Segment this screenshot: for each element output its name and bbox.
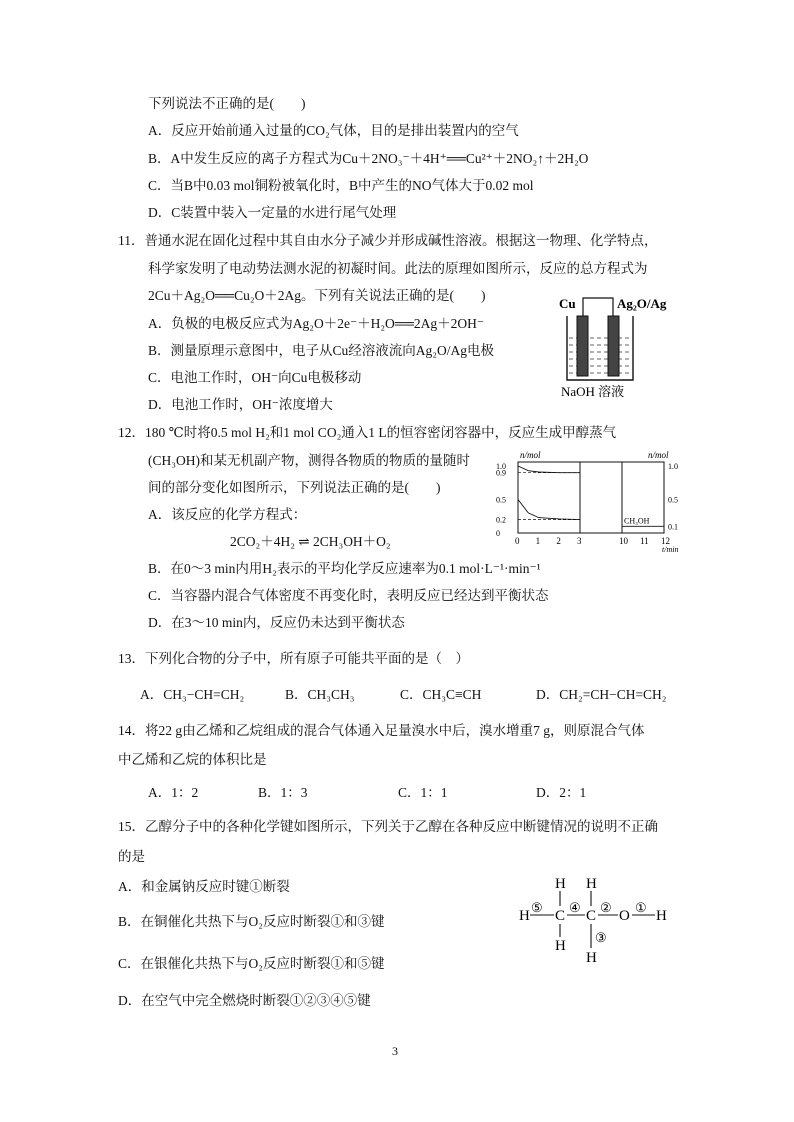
y-tick-label-left: 0: [496, 529, 500, 538]
y-tick-label-left: 0.2: [496, 515, 506, 525]
series-label-ch3oh: CH₃OH: [624, 516, 650, 526]
atom-h-hydroxyl: H: [656, 908, 667, 924]
external-wire: [583, 298, 613, 316]
q14-line1: 14．将22 g由乙烯和乙烷组成的混合气体通入足量溴水中后，溴水增重7 g，则原混合气体: [118, 723, 645, 738]
cu-electrode: [577, 316, 588, 376]
panel-middle: [580, 462, 622, 533]
ag2o-ag-label: Ag₂O/Ag: [617, 296, 667, 311]
x-tick-label: 1: [535, 536, 541, 546]
q11-line2: 科学家发明了电动势法测水泥的初凝时间。此法的原理如图所示，反应的总方程式为: [148, 261, 648, 276]
q15-line1: 15．乙醇分子中的各种化学键如图所示，下列关于乙醇在各种反应中断键情况的说明不正确: [118, 819, 658, 834]
q12-option-d: D．在3～10 min内，反应仍未达到平衡状态: [148, 615, 405, 630]
q11-option-a: A．负极的电极反应式为Ag₂O＋2e⁻＋H₂O══2Ag＋2OH⁻: [148, 316, 485, 331]
q12-line2: (CH₃OH)和某无机副产物，测得各物质的物质的量随时: [148, 453, 470, 468]
x-tick-label: 2: [556, 536, 561, 546]
ag2o-electrode: [608, 316, 619, 376]
q14-line2: 中乙烯和乙烷的体积比是: [118, 752, 267, 767]
q15-line2: 的是: [118, 849, 145, 864]
series-line-2: [518, 500, 580, 520]
bond-label-4: ④: [569, 900, 581, 915]
page-number: 3: [392, 1044, 398, 1058]
x-tick-label: 12: [661, 536, 670, 546]
q10-option-a: A．反应开始前通入过量的CO₂气体，目的是排出装置内的空气: [148, 123, 519, 138]
bond-label-1: ①: [635, 900, 647, 915]
q10-option-b: B．A中发生反应的离子方程式为Cu＋2NO₃⁻＋4H⁺══Cu²⁺＋2NO₂↑＋2H₂O: [148, 151, 589, 166]
atom-h-bottom-left: H: [555, 938, 566, 954]
cell-diagram: [555, 288, 690, 400]
bond-label-5: ⑤: [531, 900, 543, 915]
q13-option-d: D．CH₂=CH−CH=CH₂: [536, 687, 667, 702]
q13-option-a: A．CH₃−CH=CH₂: [140, 687, 245, 702]
atom-h-top-left: H: [555, 876, 566, 892]
ethanol-structure: [515, 868, 675, 968]
y-tick-label-left: 0.9: [496, 468, 506, 478]
bond-label-3: ③: [595, 930, 607, 945]
x-tick-label: 10: [619, 536, 628, 546]
q10-stem: 下列说法不正确的是( ): [148, 96, 306, 111]
q14-option-b: B．1：3: [258, 785, 308, 800]
q15-option-c: C．在银催化共热下与O₂反应时断裂①和⑤键: [118, 956, 385, 971]
q11-option-b: B．测量原理示意图中，电子从Cu经溶液流向Ag₂O/Ag电极: [148, 343, 494, 358]
q12-line3: 间的部分变化如图所示，下列说法正确的是( ): [148, 480, 441, 495]
q15-option-b: B．在铜催化共热下与O₂反应时断裂①和③键: [118, 914, 385, 929]
q13-option-b: B．CH₃CH₃: [285, 687, 355, 702]
q12-option-a: A．该反应的化学方程式：: [148, 507, 307, 522]
q12-line1: 12．180 ℃时将0.5 mol H₂和1 mol CO₂通入1 L的恒容密闭容器中，反应生成甲醇蒸气: [118, 425, 617, 440]
y-tick-label-left: 1.0: [496, 462, 506, 471]
y-tick-label-right: 1.0: [668, 462, 678, 471]
naoh-label: NaOH 溶液: [561, 384, 625, 399]
q15-option-d: D．在空气中完全燃烧时断裂①②③④⑤键: [118, 993, 371, 1008]
atom-h-bottom-right: H: [586, 950, 597, 966]
atom-c2: C: [586, 908, 597, 924]
atom-c1: C: [555, 908, 566, 924]
q12-option-c: C．当容器内混合气体密度不再变化时，表明反应已经达到平衡状态: [148, 588, 549, 603]
y-tick-label-left: 0.5: [496, 495, 506, 505]
y-tick-label-right: 0.5: [668, 495, 678, 505]
atom-o: O: [619, 908, 630, 924]
moles-vs-time-chart: [490, 448, 695, 556]
q12-option-b: B．在0～3 min内用H₂表示的平均化学反应速率为0.1 mol·L⁻¹·min⁻¹: [148, 561, 541, 576]
q13-option-c: C．CH₃C≡CH: [400, 687, 482, 702]
q11-option-c: C．电池工作时，OH⁻向Cu电极移动: [148, 370, 362, 385]
y-axis-label-right: n/mol: [648, 450, 669, 460]
q13-stem: 13．下列化合物的分子中，所有原子可能共平面的是（ ）: [118, 651, 469, 666]
cu-label: Cu: [559, 296, 576, 311]
x-tick-label: 11: [640, 536, 649, 546]
q12-equation: 2CO₂＋4H₂ ⇌ 2CH₃OH＋O₂: [230, 534, 391, 549]
q14-option-a: A．1：2: [148, 785, 199, 800]
x-axis-label: t/min: [662, 545, 679, 554]
x-tick-label: 3: [577, 536, 582, 546]
y-tick-label-right: 0.1: [668, 522, 678, 532]
series-line-1: [518, 466, 580, 473]
q15-option-a: A．和金属钠反应时键①断裂: [118, 879, 290, 894]
q14-option-d: D．2：1: [536, 785, 587, 800]
q10-option-d: D．C装置中装入一定量的水进行尾气处理: [148, 205, 397, 220]
q11-line3: 2Cu＋Ag₂O══Cu₂O＋2Ag。下列有关说法正确的是( ): [148, 288, 486, 303]
y-axis-label-left: n/mol: [520, 450, 541, 460]
atom-h-top-right: H: [586, 876, 597, 892]
q11-option-d: D．电池工作时，OH⁻浓度增大: [148, 397, 333, 412]
x-tick-label: 0: [515, 536, 520, 546]
q11-line1: 11．普通水泥在固化过程中其自由水分子减少并形成碱性溶液。根据这一物理、化学特点，: [118, 233, 658, 248]
q14-option-c: C．1：1: [398, 785, 448, 800]
q10-option-c: C．当B中0.03 mol铜粉被氧化时，B中产生的NO气体大于0.02 mol: [148, 178, 534, 193]
bond-label-2: ②: [600, 900, 612, 915]
atom-h-left: H: [519, 908, 530, 924]
